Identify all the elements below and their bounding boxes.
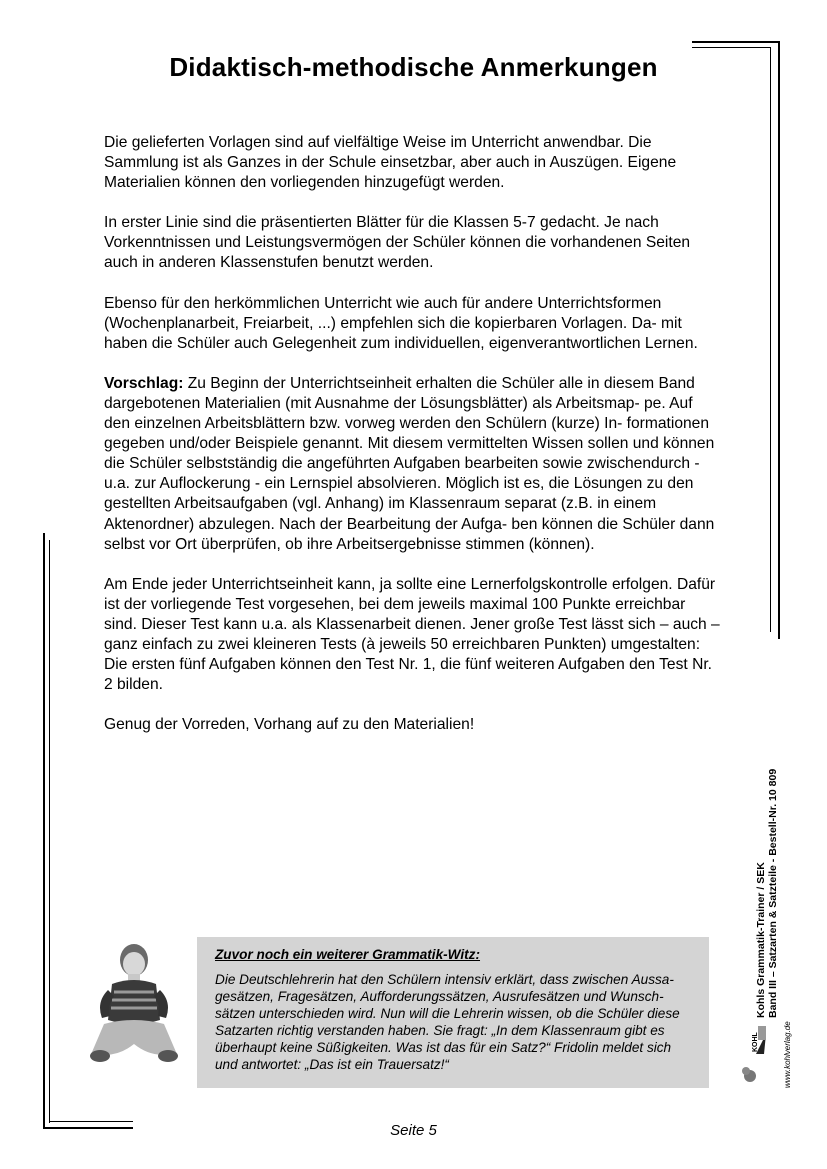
body-text	[104, 133, 722, 735]
frame-right-line-inner	[770, 47, 771, 632]
frame-top-line	[692, 41, 780, 43]
suggestion-text: Zu Beginn der Unterrichtseinheit erhalten die Schüler alle in diesem Band dargebotenen Materialien (mit Ausnahme der Lösungsblätter) als Arbeitsmap- pe. Auf den einzelnen Arbeitsblättern bzw. vorweg werden den Schülern (kurze) In- formationen gegeben und/oder Beispiele genannt. Mit diesem vermittelten Wissen sollen und können die Schüler selbstständig die angeführten Aufgaben bearbeiten sowie zwischendurch - u.a. zur Auflockerung - ein Lernspiel absolvieren. Möglich ist es, die Lösungen zu den gestellten Arbeitsaufgaben (vgl. Anhang) im Klassenraum separat (z.B. in einem Aktenordner) abzulegen. Nach der Bearbeitung der Aufga- ben können die Schüler dann selbst vor Ort überprüfen, ob ihre Arbeitsergebnisse stimmen (können).	[104, 374, 715, 553]
logo-brand: KOHL	[752, 1032, 759, 1052]
frame-left-line-inner	[49, 540, 50, 1123]
paragraph-test: Am Ende jeder Unterrichtseinheit kann, ja sollte eine Lernerfolgskontrolle erfolgen. Dafür ist der vorliegende Test vorgesehen, bei dem jeweils maximal 100 Punkte erreichbar sind. Dieser Test kann u.a. als Klassenarbeit dienen. Jener große Test lässt sich – auch – ganz einfach zu zwei kleineren Tests (à jeweils 50 erreichbaren Punkten) umgestalten: Die ersten fünf Aufgaben können den Test Nr. 1, die fünf weiteren Aufgaben den Test Nr. 2 bilden.	[104, 575, 720, 694]
frame-right-line	[778, 41, 780, 639]
joke-box	[197, 937, 709, 1088]
boy-illustration	[84, 940, 184, 1070]
joke-text: Die Deutschlehrerin hat den Schülern intensiv erklärt, dass zwischen Aussa- gesätzen, Fragesätzen, Aufforderungssätzen, Ausrufesätzen und Wunsch- sätzen unterschieden wird. Nun will die Lehrerin wissen, ob die Schüler diese Satzarten richtig verstanden haben. Sie fragt: „In dem Klassenraum gibt es überhaupt keine Süßigkeiten. Was ist das für ein Satz?“ Fridolin meldet sich und antwortet: „Das ist ein Trauersatz!“	[215, 972, 680, 1072]
publisher-url: www.kohlverlag.de	[783, 1021, 792, 1088]
page-number: Seite 5	[390, 1122, 437, 1139]
page-title: Didaktisch-methodische Anmerkungen	[169, 52, 658, 82]
side-info-line-band: Band III – Satzarten & Satzteile - Bestell-Nr. 10 809	[767, 768, 779, 1018]
suggestion-label: Vorschlag:	[104, 374, 184, 392]
paragraph-suggestion	[104, 374, 722, 555]
frame-top-line-inner	[692, 47, 770, 48]
side-info-publisher	[782, 848, 794, 1088]
paragraph-closing: Genug der Vorreden, Vorhang auf zu den Materialien!	[104, 716, 475, 734]
side-info-series	[756, 778, 768, 1018]
side-info-line-series: Kohls Grammatik-Trainer / SEK	[755, 862, 767, 1018]
side-info	[767, 768, 780, 1018]
paragraph-classes: In erster Linie sind die präsentierten Blätter für die Klassen 5-7 gedacht. Je nach Vorkenntnissen und Leistungsvermögen der Schüler können die vorhandenen Seiten auch in anderen Klassenstufen benutzt werden.	[104, 214, 691, 272]
joke-title: Zuvor noch ein weiterer Grammatik-Witz:	[215, 947, 481, 962]
frame-left-line	[43, 533, 45, 1129]
paragraph-intro: Die gelieferten Vorlagen sind auf vielfältige Weise im Unterricht anwendbar. Die Sammlung ist als Ganzes in der Schule einsetzbar, aber auch in Auszügen. Eigene Materialien können den vorliegenden hinzugefügt werden.	[104, 134, 677, 192]
paragraph-teaching-forms: Ebenso für den herkömmlichen Unterricht wie auch für andere Unterrichtsformen (Wochenplanarbeit, Freiarbeit, ...) empfehlen sich die kopierbaren Vorlagen. Da- mit haben die Schüler auch Gelegenheit zum individuellen, eigenverantwortlichen Lernen.	[104, 294, 698, 352]
